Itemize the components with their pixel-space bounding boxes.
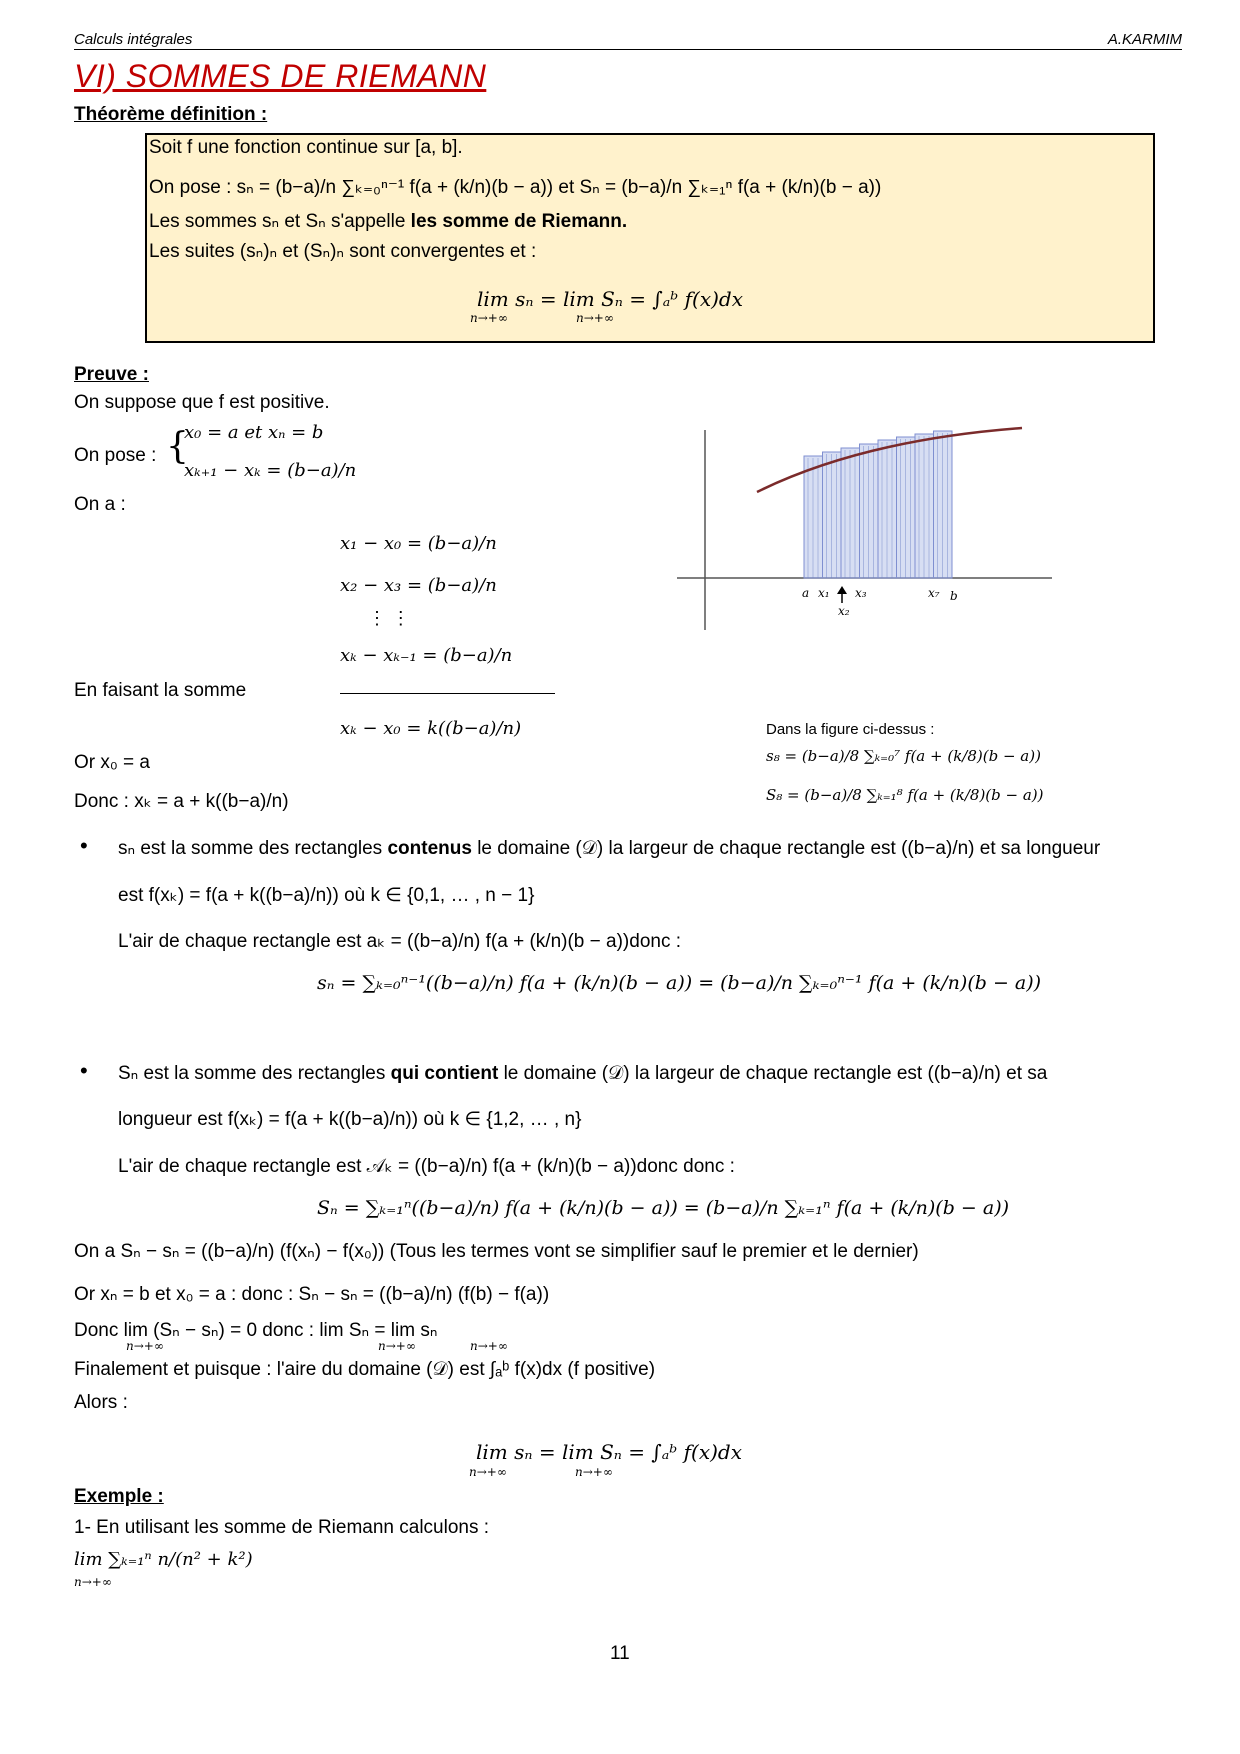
bullet-2-b: qui contient — [390, 1063, 499, 1084]
theorem-line-1: Soit f une fonction continue sur [a, b]. — [149, 137, 463, 158]
theorem-box — [145, 133, 1155, 343]
proof-or: Or x₀ = a — [74, 752, 150, 773]
bullet-1-a: sₙ est la somme des rectangles — [118, 838, 388, 859]
equation-2: x₂ − x₃ = (b−a)/n — [340, 575, 497, 596]
example-line-1: 1- En utilisant les somme de Riemann calculons : — [74, 1517, 490, 1538]
proof-donc: Donc : xₖ = a + k((b−a)/n) — [74, 791, 289, 812]
bullet-1-b: contenus — [387, 838, 472, 859]
bullet-2-line-4: Sₙ = ∑ₖ₌₁ⁿ((b−a)/n) f(a + (k/n)(b − a)) = (b−a)/n ∑ₖ₌₁ⁿ f(a + (k/n)(b − a)) — [317, 1197, 1010, 1219]
bullet-1-c: le domaine (𝒟) la largeur de chaque rectangle est ((b−a)/n) et sa longueur — [471, 838, 1101, 859]
rest-line-2: Or xₙ = b et x₀ = a : donc : Sₙ − sₙ = ((b−a)/n) (f(b) − f(a)) — [74, 1284, 550, 1305]
example-heading: Exemple : — [74, 1486, 164, 1507]
example-limit-sub: n→+∞ — [74, 1575, 112, 1589]
fig-label-b: b — [950, 589, 958, 603]
fig-label-a: a — [802, 586, 810, 600]
header-left: Calculs intégrales — [74, 31, 193, 48]
bullet-1-line-1 — [118, 837, 1100, 860]
proof-line-3: On a : — [74, 494, 126, 515]
theorem-line-3 — [149, 210, 627, 233]
proof-line-1: On suppose que f est positive. — [74, 392, 330, 413]
system-brace: { — [166, 426, 189, 467]
equation-1: x₁ − x₀ = (b−a)/n — [340, 533, 497, 554]
rest-line-5: Alors : — [74, 1392, 128, 1413]
bullet-2-c: le domaine (𝒟) la largeur de chaque rectangle est ((b−a)/n) et sa — [498, 1063, 1048, 1084]
rest-line-3-sub-3: n→+∞ — [470, 1339, 508, 1353]
section-title: VI) SOMMES DE RIEMANN — [74, 58, 487, 94]
theorem-line-2: On pose : sₙ = (b−a)/n ∑ₖ₌₀ⁿ⁻¹ f(a + (k/n)(b − a)) et Sₙ = (b−a)/n ∑ₖ₌₁ⁿ f(a + (k/n)(b − a)) — [149, 177, 882, 198]
rest-line-3-sub-2: n→+∞ — [378, 1339, 416, 1353]
theorem-limit-sub-1: n→+∞ — [470, 311, 508, 325]
bullet-1-line-2: est f(xₖ) = f(a + k((b−a)/n)) où k ∈ {0,1, … , n − 1} — [118, 885, 535, 906]
rest-line-3: Donc lim (Sₙ − sₙ) = 0 donc : lim Sₙ = lim sₙ — [74, 1320, 438, 1341]
theorem-line-3-text: Les sommes sₙ et Sₙ s'appelle — [149, 211, 411, 232]
example-line-2: lim ∑ₖ₌₁ⁿ n/(n² + k²) — [74, 1549, 253, 1570]
bullet-2-line-2: longueur est f(xₖ) = f(a + k((b−a)/n)) où k ∈ {1,2, … , n} — [118, 1109, 582, 1130]
equation-4: xₖ − x₀ = k((b−a)/n) — [340, 718, 522, 739]
final-limit-sub-2: n→+∞ — [575, 1465, 613, 1479]
bullet-2-a: Sₙ est la somme des rectangles — [118, 1063, 391, 1084]
theorem-heading: Théorème définition : — [74, 104, 268, 125]
proof-pose-label: On pose : — [74, 445, 157, 466]
rest-line-4: Finalement et puisque : l'aire du domaine (𝒟) est ∫ₐᵇ f(x)dx (f positive) — [74, 1359, 656, 1380]
bullet-2-line-3: L'air de chaque rectangle est 𝒜ₖ = ((b−a)/n) f(a + (k/n)(b − a))donc donc : — [118, 1156, 735, 1177]
header-rule — [74, 49, 1182, 50]
proof-heading: Preuve : — [74, 364, 149, 385]
rest-line-3-sub-1: n→+∞ — [126, 1339, 164, 1353]
fig-label-x1: x₁ — [818, 586, 830, 600]
theorem-line-4: Les suites (sₙ)ₙ et (Sₙ)ₙ sont convergentes et : — [149, 241, 537, 262]
system-line-1: x₀ = a et xₙ = b — [184, 422, 324, 443]
theorem-line-3-bold: les somme de Riemann. — [410, 211, 628, 232]
system-line-2: xₖ₊₁ − xₖ = (b−a)/n — [184, 460, 357, 481]
riemann-figure — [672, 420, 1057, 635]
page-number: 11 — [610, 1643, 630, 1664]
bullet-2-line-1 — [118, 1062, 1047, 1085]
bullet-1-line-3: L'air de chaque rectangle est aₖ = ((b−a)/n) f(a + (k/n)(b − a))donc : — [118, 931, 682, 952]
arrow-up-icon — [837, 586, 847, 594]
riemann-rectangles — [804, 431, 952, 578]
figure-S8: S₈ = (b−a)/8 ∑ₖ₌₁⁸ f(a + (k/8)(b − a)) — [766, 786, 1044, 804]
bullet-1-line-4: sₙ = ∑ₖ₌₀ⁿ⁻¹((b−a)/n) f(a + (k/n)(b − a)) = (b−a)/n ∑ₖ₌₀ⁿ⁻¹ f(a + (k/n)(b − a)) — [317, 972, 1042, 994]
vertical-dots: ⋮ ⋮ — [368, 608, 410, 629]
theorem-limit-sub-2: n→+∞ — [576, 311, 614, 325]
fig-label-x7: x₇ — [928, 586, 940, 600]
header-right: A.KARMIM — [1107, 31, 1182, 48]
fig-label-x2: x₂ — [838, 604, 850, 618]
theorem-limit: lim sₙ = lim Sₙ = ∫ₐᵇ f(x)dx — [477, 287, 744, 311]
sum-label: En faisant la somme — [74, 680, 247, 701]
bullet-2-marker: • — [80, 1058, 88, 1083]
sum-rule — [340, 693, 555, 694]
bullet-1-marker: • — [80, 833, 88, 858]
final-limit: lim sₙ = lim Sₙ = ∫ₐᵇ f(x)dx — [476, 1440, 743, 1464]
figure-s8: s₈ = (b−a)/8 ∑ₖ₌₀⁷ f(a + (k/8)(b − a)) — [766, 747, 1041, 765]
figure-caption: Dans la figure ci-dessus : — [766, 721, 935, 738]
final-limit-sub-1: n→+∞ — [469, 1465, 507, 1479]
equation-3: xₖ − xₖ₋₁ = (b−a)/n — [340, 645, 513, 666]
fig-label-x3: x₃ — [855, 586, 867, 600]
rest-line-1: On a Sₙ − sₙ = ((b−a)/n) (f(xₙ) − f(x₀)) (Tous les termes vont se simplifier sauf le premier et le dernier) — [74, 1241, 919, 1262]
